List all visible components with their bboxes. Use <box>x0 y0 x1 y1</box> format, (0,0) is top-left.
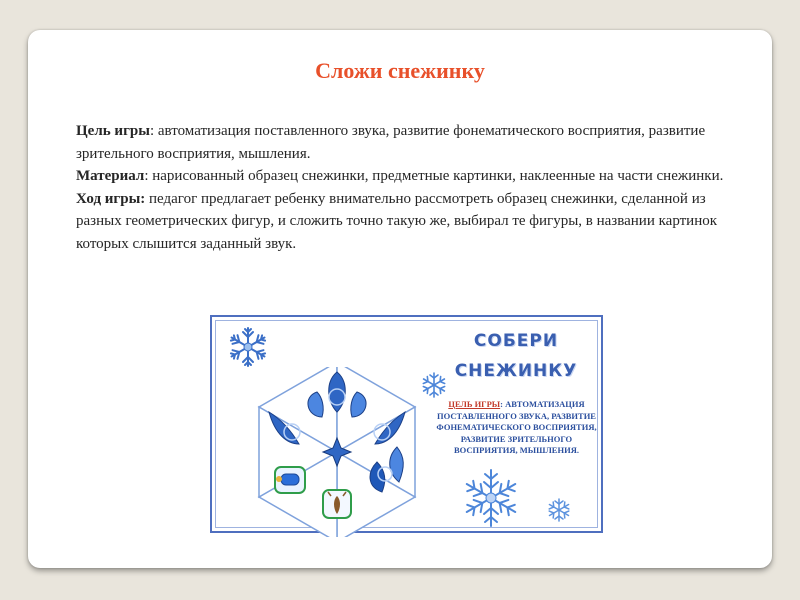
card-title-line1: СОБЕРИ <box>473 331 559 351</box>
material-label: Материал <box>76 168 145 184</box>
crayfish-picture <box>323 490 351 518</box>
large-snowflake-puzzle <box>242 367 432 537</box>
card-goal-label: ЦЕЛЬ ИГРЫ <box>448 399 501 409</box>
material-paragraph: Материал: нарисованный образец снежинки, предметные картинки, наклеенные на части снежинки. <box>76 168 724 184</box>
procedure-paragraph <box>76 188 726 256</box>
card-goal-text: ЦЕЛЬ ИГРЫ: АВТОМАТИЗАЦИЯ ПОСТАВЛЕННОГО ЗВУКА, РАЗВИТИЕ ФОНЕМАТИЧЕСКОГО ВОСПРИЯТИЯ, РАЗВИТИЕ ЗРИТЕЛЬНОГО ВОСПРИЯТИЯ, МЫШЛЕНИЯ. <box>436 399 597 455</box>
goal-paragraph: Цель игры: автоматизация поставленного звука, развитие фонематического восприятия, развитие зрительного восприятия, мышления. <box>76 123 706 162</box>
snowflake-icon-bottom <box>460 467 522 529</box>
slide <box>28 30 772 568</box>
slide-title: Сложи снежинку <box>315 58 485 83</box>
material-text: нарисованный образец снежинки, предметные картинки, наклеенные на части снежинки. <box>152 168 724 184</box>
goal-label: Цель игры <box>76 123 150 139</box>
game-card-image <box>210 315 603 533</box>
tiny-snowflake-icon <box>546 497 572 523</box>
card-title-line2: СНЕЖИНКУ <box>454 361 578 381</box>
candy-picture <box>275 467 305 493</box>
goal-text: автоматизация поставленного звука, развитие фонематического восприятия, развитие зрительного восприятия, мышления. <box>76 123 706 162</box>
description-text <box>76 120 726 255</box>
snowflake-icon <box>226 325 270 369</box>
procedure-label: Ход игры: <box>76 190 146 207</box>
procedure-text: педагог предлагает ребенку внимательно рассмотреть образец снежинки, сделанной из разных геометрических фигур, и сложить точно такую же, выбирал те фигуры, в названии картинок которых слышится заданный звук. <box>76 190 718 252</box>
